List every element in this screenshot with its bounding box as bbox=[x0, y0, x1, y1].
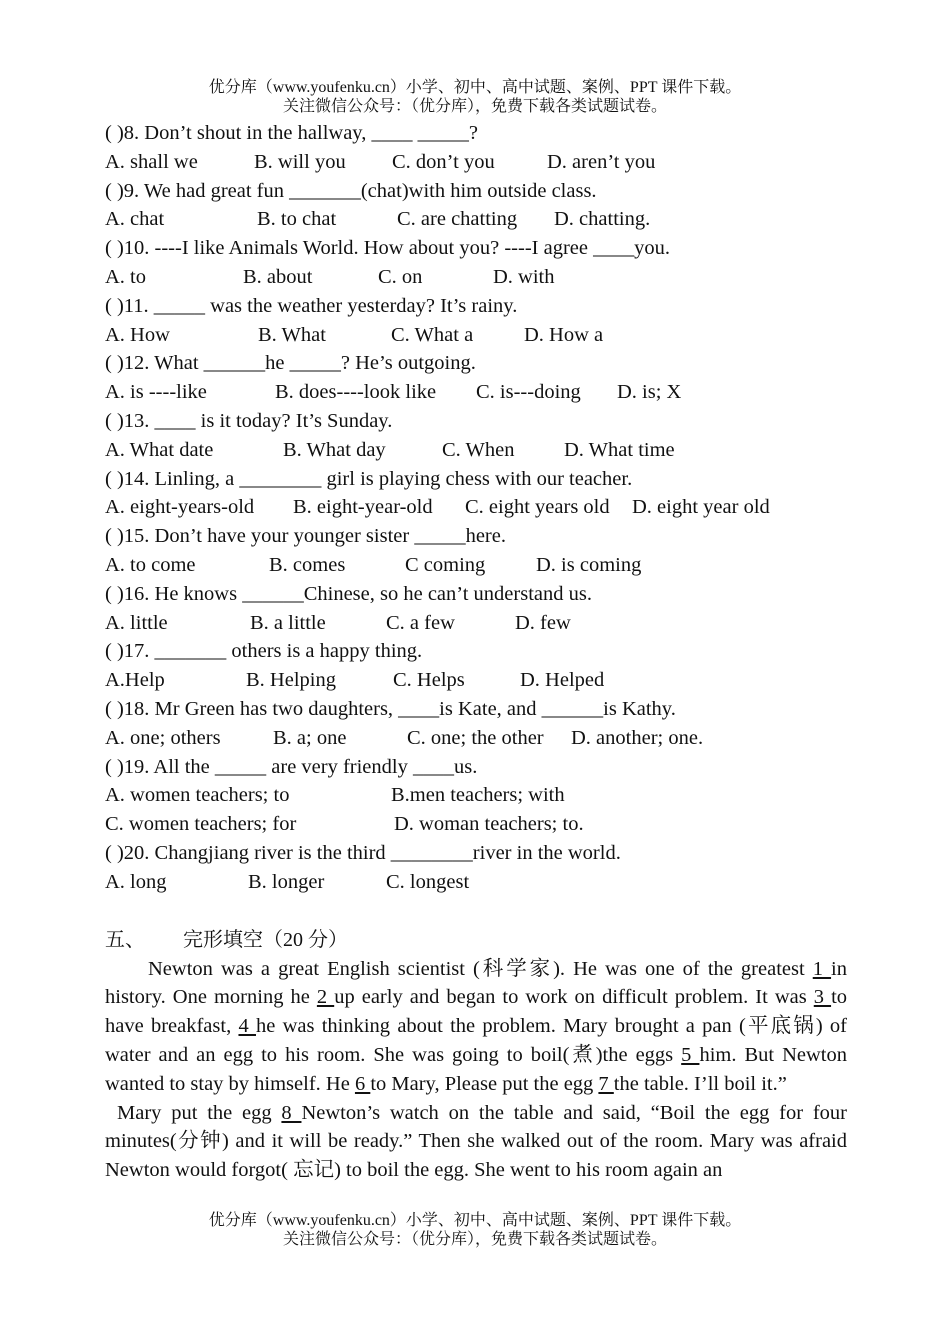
option-a: A. to come bbox=[105, 553, 196, 576]
question-8: ( )8. Don’t shout in the hallway, ____ _____? bbox=[105, 122, 478, 144]
option-c: C. don’t you bbox=[392, 150, 495, 173]
cloze-text: Newton’s watch on the table and said, “Boil the egg for four minutes(分钟) and it will be ready.” Then she walked out of the room. Mary was afraid Newton would forgot( 忘记) to boil the egg. She went to his room again an bbox=[105, 1101, 847, 1182]
option-b: B. What day bbox=[283, 438, 386, 461]
page-header bbox=[0, 78, 950, 116]
options-16 bbox=[105, 609, 847, 638]
question-10: ( )10. ----I like Animals World. How about you? ----I agree ____you. bbox=[105, 237, 670, 260]
option-d: D. chatting. bbox=[554, 208, 651, 231]
option-b: B.men teachers; with bbox=[391, 784, 565, 807]
cloze-text: he was thinking about the problem. Mary brought a pan (平底锅) of water and an egg to his room. She was going to boil(煮)the eggs bbox=[105, 1015, 848, 1066]
question-20: ( )20. Changjiang river is the third ________river in the world. bbox=[105, 841, 621, 864]
options-10 bbox=[105, 263, 847, 292]
option-a: A. What date bbox=[105, 438, 214, 461]
question-11: ( )11. _____ was the weather yesterday? It’s rainy. bbox=[105, 294, 518, 317]
cloze-text: up early and began to work on difficult problem. It was bbox=[334, 986, 814, 1009]
option-b: B. Helping bbox=[246, 669, 336, 692]
option-b: B. will you bbox=[254, 150, 346, 173]
options-13 bbox=[105, 436, 847, 465]
options-20 bbox=[105, 868, 847, 897]
option-c: C. What a bbox=[391, 323, 474, 346]
cloze-text: in history. One morning he bbox=[105, 957, 847, 1009]
option-c: C. eight years old bbox=[465, 496, 610, 519]
option-c: C. women teachers; for bbox=[105, 813, 297, 836]
option-a: A. little bbox=[105, 611, 168, 634]
options-15 bbox=[105, 551, 847, 580]
cloze-text: to have breakfast, bbox=[105, 986, 848, 1038]
option-d: D. with bbox=[493, 265, 555, 288]
option-a: A. is ----like bbox=[105, 381, 207, 404]
options-14 bbox=[105, 493, 847, 522]
question-18: ( )18. Mr Green has two daughters, ____is Kate, and ______is Kathy. bbox=[105, 697, 676, 720]
option-a: A.Help bbox=[105, 669, 165, 692]
options-11 bbox=[105, 321, 847, 350]
option-b: B. about bbox=[243, 265, 313, 288]
cloze-blank-3: 3 bbox=[813, 986, 832, 1009]
cloze-paragraph-2 bbox=[105, 1099, 847, 1185]
cloze-text: Mary put the egg bbox=[117, 1101, 282, 1124]
option-a: A. eight-years-old bbox=[105, 496, 255, 519]
options-19-row1 bbox=[105, 781, 847, 810]
option-d: D. eight year old bbox=[632, 496, 770, 519]
option-d: D. few bbox=[515, 611, 571, 634]
cloze-text: the table. I’ll boil it.” bbox=[613, 1072, 787, 1095]
cloze-blank-5: 5 bbox=[681, 1043, 700, 1066]
cloze-blank-7: 7 bbox=[598, 1072, 614, 1095]
option-d: D. another; one. bbox=[571, 726, 704, 749]
option-d: D. aren’t you bbox=[547, 150, 656, 173]
option-c: C. Helps bbox=[393, 669, 465, 692]
cloze-paragraph-1 bbox=[105, 955, 847, 1099]
options-9 bbox=[105, 205, 847, 234]
option-d: D. woman teachers; to. bbox=[394, 813, 584, 836]
cloze-text: to Mary, Please put the egg bbox=[370, 1072, 599, 1095]
option-a: A. to bbox=[105, 265, 146, 288]
section-5-heading bbox=[105, 925, 847, 955]
header-line-2: 关注微信公众号：（优分库），免费下载各类试题试卷。 bbox=[282, 98, 667, 115]
option-a: A. shall we bbox=[105, 150, 198, 173]
cloze-text: him. But Newton wanted to stay by himself. He bbox=[105, 1043, 847, 1095]
option-d: D. is coming bbox=[536, 553, 642, 576]
option-c: C. is---doing bbox=[476, 381, 581, 404]
option-a: A. women teachers; to bbox=[105, 784, 290, 807]
options-12 bbox=[105, 378, 847, 407]
section-5-number: 五、 bbox=[105, 928, 145, 951]
footer-line-1: 优分库（www.youfenku.cn）小学、初中、高中试题、案例、PPT 课件下载。 bbox=[208, 1212, 742, 1229]
option-c: C. one; the other bbox=[407, 726, 544, 749]
question-16: ( )16. He knows ______Chinese, so he can’t understand us. bbox=[105, 582, 592, 605]
option-b: B. to chat bbox=[257, 208, 337, 231]
options-18 bbox=[105, 724, 847, 753]
option-c: C. longest bbox=[386, 870, 470, 893]
option-b: B. does----look like bbox=[275, 381, 437, 404]
cloze-blank-1: 1 bbox=[812, 957, 832, 980]
question-12: ( )12. What ______he _____? He’s outgoing. bbox=[105, 352, 476, 375]
option-b: B. eight-year-old bbox=[293, 496, 433, 519]
option-c: C. are chatting bbox=[397, 208, 518, 231]
options-8 bbox=[105, 148, 847, 177]
cloze-blank-6: 6 bbox=[354, 1072, 371, 1095]
question-15: ( )15. Don’t have your younger sister _____here. bbox=[105, 525, 506, 548]
option-b: B. comes bbox=[269, 553, 346, 576]
header-line-1: 优分库（www.youfenku.cn）小学、初中、高中试题、案例、PPT 课件下载。 bbox=[208, 79, 742, 96]
option-c: C coming bbox=[405, 553, 486, 576]
option-d: D. What time bbox=[564, 438, 675, 461]
options-19-row2 bbox=[105, 810, 847, 839]
option-d: D. is; X bbox=[617, 381, 682, 404]
option-d: D. Helped bbox=[520, 669, 605, 692]
question-17: ( )17. _______ others is a happy thing. bbox=[105, 640, 423, 663]
question-9: ( )9. We had great fun _______(chat)with him outside class. bbox=[105, 179, 597, 202]
footer-line-2: 关注微信公众号：（优分库），免费下载各类试题试卷。 bbox=[282, 1231, 667, 1248]
option-a: A. one; others bbox=[105, 726, 221, 749]
option-b: B. What bbox=[258, 323, 326, 346]
section-5-title: 完形填空（20 分） bbox=[183, 928, 348, 951]
option-d: D. How a bbox=[524, 323, 604, 346]
option-b: B. a; one bbox=[273, 726, 347, 749]
cloze-text: Newton was a great English scientist (科学家). He was one of the greatest bbox=[148, 957, 813, 980]
cloze-blank-8: 8 bbox=[281, 1101, 302, 1124]
options-17 bbox=[105, 666, 847, 695]
question-19: ( )19. All the _____ are very friendly ____us. bbox=[105, 755, 478, 778]
option-b: B. a little bbox=[250, 611, 326, 634]
question-content bbox=[105, 119, 847, 1185]
cloze-blank-2: 2 bbox=[316, 986, 335, 1009]
option-c: C. When bbox=[442, 438, 515, 461]
question-13: ( )13. ____ is it today? It’s Sunday. bbox=[105, 409, 393, 432]
option-a: A. How bbox=[105, 323, 170, 346]
option-b: B. longer bbox=[248, 870, 325, 893]
option-c: C. a few bbox=[386, 611, 455, 634]
question-14: ( )14. Linling, a ________ girl is playing chess with our teacher. bbox=[105, 467, 633, 490]
option-c: C. on bbox=[378, 265, 423, 288]
option-a: A. long bbox=[105, 870, 167, 893]
option-a: A. chat bbox=[105, 208, 165, 231]
cloze-blank-4: 4 bbox=[238, 1015, 256, 1038]
page-footer bbox=[0, 1211, 950, 1249]
